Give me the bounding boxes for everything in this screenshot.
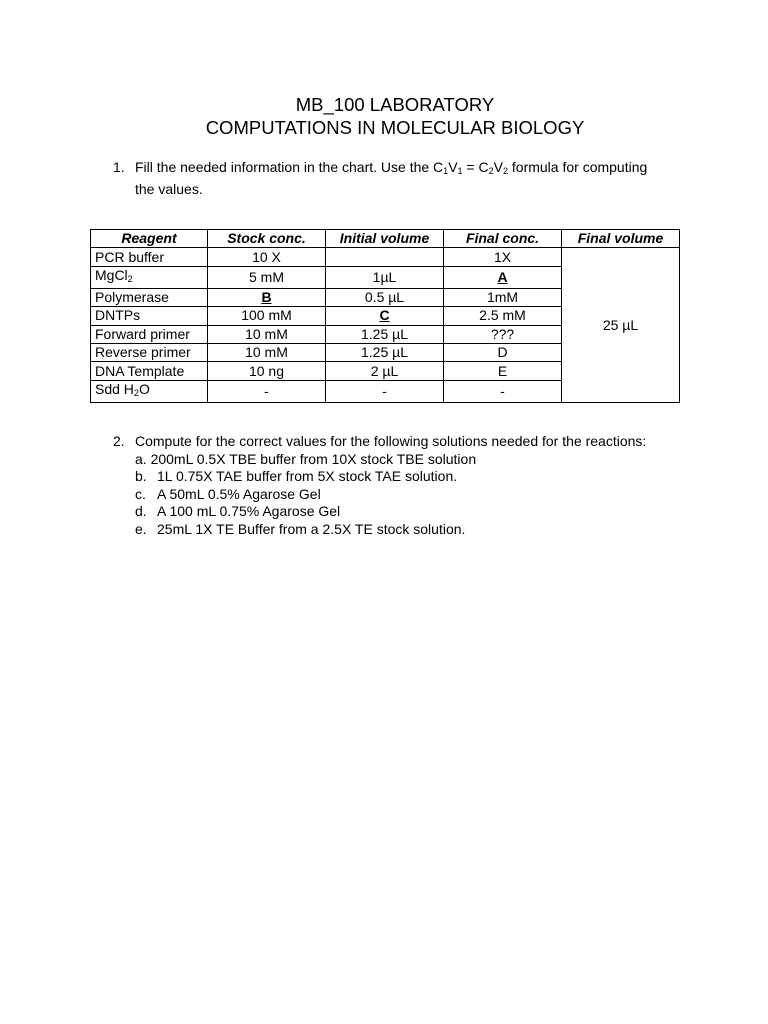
subscript: 2	[133, 387, 139, 398]
list-item	[135, 503, 713, 521]
stock-conc-cell: 10 X	[208, 248, 326, 266]
reagent-cell	[91, 266, 208, 288]
list-item-text: A 50mL 0.5% Agarose Gel	[157, 485, 321, 502]
list-item-letter: b.	[135, 468, 147, 484]
question-1-number: 1.	[113, 159, 125, 175]
final-conc-cell: ???	[444, 325, 562, 343]
list-item	[135, 451, 713, 469]
header-reagent: Reagent	[91, 230, 208, 248]
header-final-conc: Final conc.	[444, 230, 562, 248]
reagent-cell: Reverse primer	[91, 343, 208, 361]
stock-conc-cell: 5 mM	[208, 266, 326, 288]
header-initial-volume: Initial volume	[326, 230, 444, 248]
stock-conc-cell: 10 ng	[208, 362, 326, 380]
initial-volume-cell: 0.5 µL	[326, 288, 444, 306]
final-volume-cell: 25 µL	[562, 248, 680, 402]
list-item	[135, 486, 713, 504]
subscript: 1	[457, 166, 463, 176]
list-item-letter: c.	[135, 485, 146, 502]
subscript: 2	[488, 166, 494, 176]
final-conc-cell: D	[444, 343, 562, 361]
list-item-text: 200mL 0.5X TBE buffer from 10X stock TBE solution	[150, 450, 477, 467]
final-conc-cell: E	[444, 362, 562, 380]
initial-volume-cell: -	[326, 380, 444, 402]
document-header	[0, 93, 768, 139]
question-2-items	[135, 451, 713, 539]
reagent-table	[90, 229, 680, 403]
subscript: 2	[127, 273, 133, 284]
list-item	[135, 521, 713, 539]
question-2	[113, 433, 713, 538]
answer-placeholder-a: A	[497, 268, 508, 285]
page-title: MB_100 LABORATORY	[295, 94, 495, 115]
list-item-text: A 100 mL 0.75% Agarose Gel	[157, 503, 341, 519]
stock-conc-cell: 10 mM	[208, 343, 326, 361]
question-1-text-part: formula for computing the values.	[135, 159, 648, 197]
list-item-letter: a.	[135, 450, 147, 467]
final-conc-cell: 1X	[444, 248, 562, 266]
list-item-text: 1L 0.75X TAE buffer from 5X stock TAE solution.	[157, 468, 458, 484]
initial-volume-cell: 1.25 µL	[326, 325, 444, 343]
question-1-text-part: Fill the needed information in the chart. Use the C	[135, 159, 444, 175]
reagent-name: O	[138, 380, 150, 397]
initial-volume-cell: 2 µL	[326, 362, 444, 380]
question-1-text	[135, 159, 653, 198]
reagent-cell	[91, 380, 208, 402]
table-row	[91, 248, 680, 266]
answer-placeholder-b: B	[261, 288, 272, 305]
stock-conc-cell	[208, 288, 326, 306]
final-conc-cell	[444, 266, 562, 288]
reagent-cell: PCR buffer	[91, 248, 208, 266]
reagent-cell: Polymerase	[91, 288, 208, 306]
header-stock-conc: Stock conc.	[208, 230, 326, 248]
reagent-cell: DNA Template	[91, 362, 208, 380]
reagent-name: Sdd H	[95, 380, 134, 397]
final-conc-cell: 1mM	[444, 288, 562, 306]
page-subtitle: COMPUTATIONS IN MOLECULAR BIOLOGY	[205, 117, 585, 138]
subscript: 1	[443, 166, 449, 176]
initial-volume-cell: 1µL	[326, 266, 444, 288]
question-1-text-part: V	[448, 159, 458, 175]
question-1-text-part: V	[493, 159, 503, 175]
initial-volume-cell	[326, 307, 444, 325]
reagent-cell: Forward primer	[91, 325, 208, 343]
table-header-row	[91, 230, 680, 248]
answer-placeholder-c: C	[379, 307, 390, 324]
question-2-text: Compute for the correct values for the following solutions needed for the reactions:	[135, 433, 647, 449]
reagent-cell: DNTPs	[91, 307, 208, 325]
question-1	[113, 159, 653, 198]
final-conc-cell: -	[444, 380, 562, 402]
stock-conc-cell: -	[208, 380, 326, 402]
question-2-number: 2.	[113, 433, 125, 449]
list-item-letter: d.	[135, 503, 147, 519]
question-1-text-part: = C	[462, 159, 489, 175]
header-final-volume: Final volume	[562, 230, 680, 248]
stock-conc-cell: 100 mM	[208, 307, 326, 325]
final-conc-cell: 2.5 mM	[444, 307, 562, 325]
list-item-text: 25mL 1X TE Buffer from a 2.5X TE stock solution.	[157, 520, 466, 537]
initial-volume-cell	[326, 248, 444, 266]
initial-volume-cell: 1.25 µL	[326, 343, 444, 361]
stock-conc-cell: 10 mM	[208, 325, 326, 343]
list-item	[135, 468, 713, 486]
subscript: 2	[502, 166, 508, 176]
list-item-letter: e.	[135, 520, 147, 537]
reagent-name: MgCl	[95, 266, 128, 283]
